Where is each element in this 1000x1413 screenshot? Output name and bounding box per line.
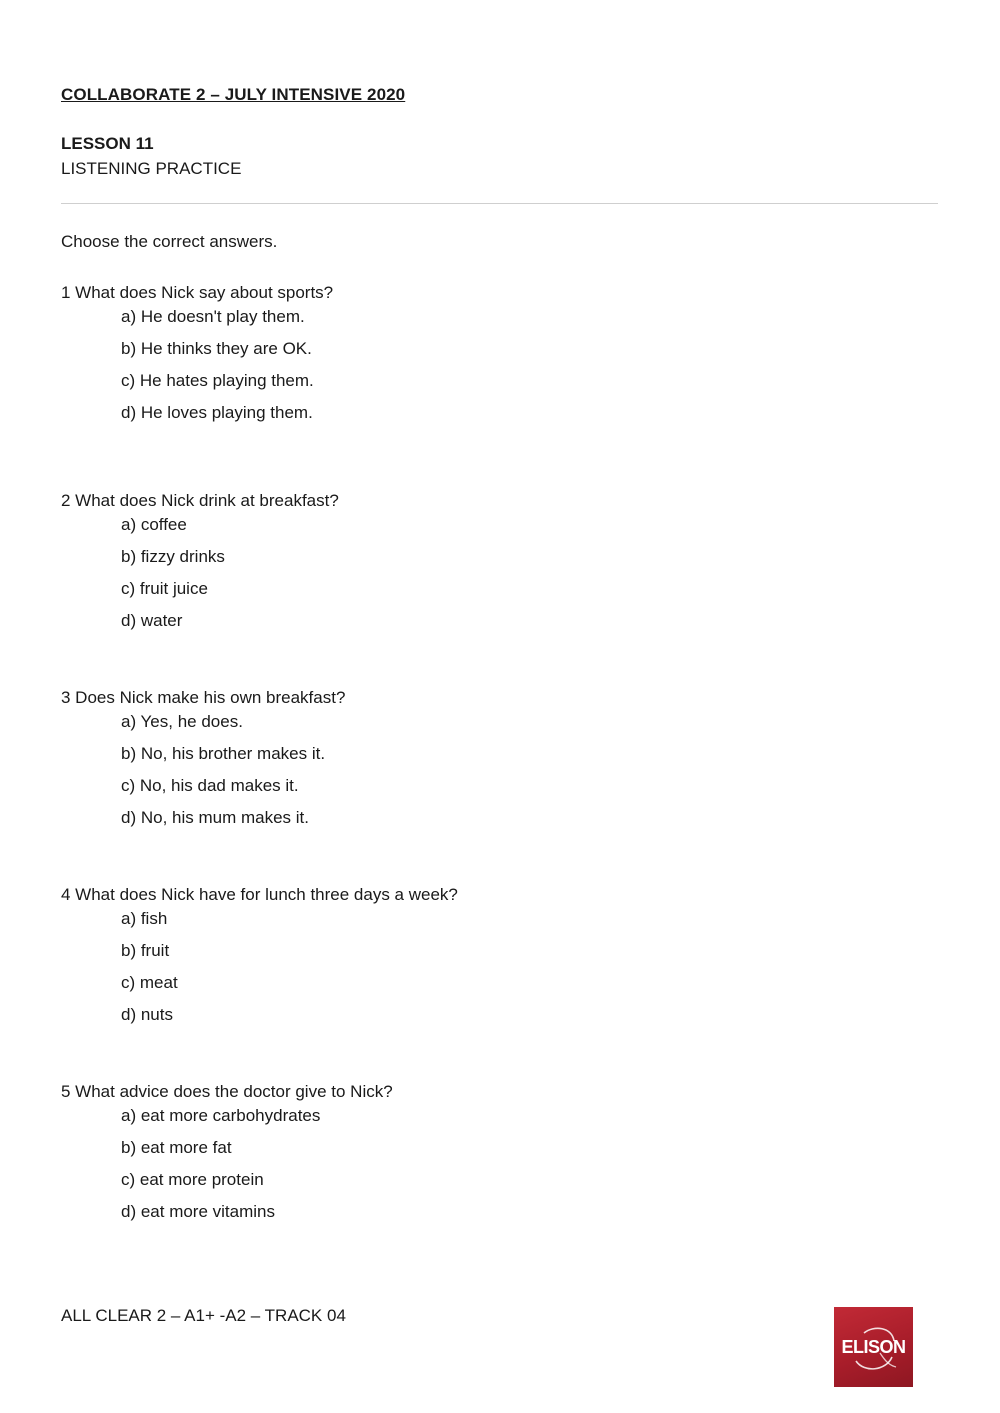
question-text: 4 What does Nick have for lunch three days a week? [61, 885, 458, 904]
option-d[interactable]: d) He loves playing them. [121, 403, 313, 422]
question-4 [61, 885, 921, 1037]
option-b[interactable]: b) fizzy drinks [121, 547, 225, 566]
option-b[interactable]: b) eat more fat [121, 1138, 232, 1157]
option-a[interactable]: a) coffee [121, 515, 187, 534]
option-a[interactable]: a) He doesn't play them. [121, 307, 305, 326]
footer-track-label: ALL CLEAR 2 – A1+ -A2 – TRACK 04 [61, 1306, 346, 1325]
question-text: 3 Does Nick make his own breakfast? [61, 688, 346, 707]
question-text: 5 What advice does the doctor give to Nick? [61, 1082, 393, 1101]
option-d[interactable]: d) eat more vitamins [121, 1202, 275, 1221]
option-list [61, 307, 921, 423]
option-b[interactable]: b) fruit [121, 941, 170, 960]
instructions: Choose the correct answers. [61, 232, 278, 251]
option-c[interactable]: c) He hates playing them. [121, 371, 314, 390]
option-d[interactable]: d) nuts [121, 1005, 173, 1024]
lesson-subtitle: LISTENING PRACTICE [61, 159, 242, 178]
question-2 [61, 491, 921, 643]
header-divider [61, 203, 938, 204]
elison-logo [834, 1307, 913, 1387]
option-c[interactable]: c) fruit juice [121, 579, 208, 598]
option-d[interactable]: d) water [121, 611, 183, 630]
option-c[interactable]: c) eat more protein [121, 1170, 264, 1189]
option-a[interactable]: a) Yes, he does. [121, 712, 243, 731]
document-title: COLLABORATE 2 – JULY INTENSIVE 2020 [61, 85, 406, 104]
question-1 [61, 283, 921, 435]
option-b[interactable]: b) No, his brother makes it. [121, 744, 326, 763]
option-a[interactable]: a) eat more carbohydrates [121, 1106, 321, 1125]
option-list [61, 1106, 921, 1222]
option-d[interactable]: d) No, his mum makes it. [121, 808, 309, 827]
option-list [61, 515, 921, 631]
question-5 [61, 1082, 921, 1234]
option-c[interactable]: c) meat [121, 973, 178, 992]
question-text: 1 What does Nick say about sports? [61, 283, 334, 302]
question-text: 2 What does Nick drink at breakfast? [61, 491, 339, 510]
option-list [61, 909, 921, 1025]
lesson-number: LESSON 11 [61, 134, 154, 153]
option-list [61, 712, 921, 828]
question-3 [61, 688, 921, 840]
option-b[interactable]: b) He thinks they are OK. [121, 339, 312, 358]
option-a[interactable]: a) fish [121, 909, 168, 928]
logo-wordmark: ELISON [841, 1336, 906, 1357]
option-c[interactable]: c) No, his dad makes it. [121, 776, 299, 795]
